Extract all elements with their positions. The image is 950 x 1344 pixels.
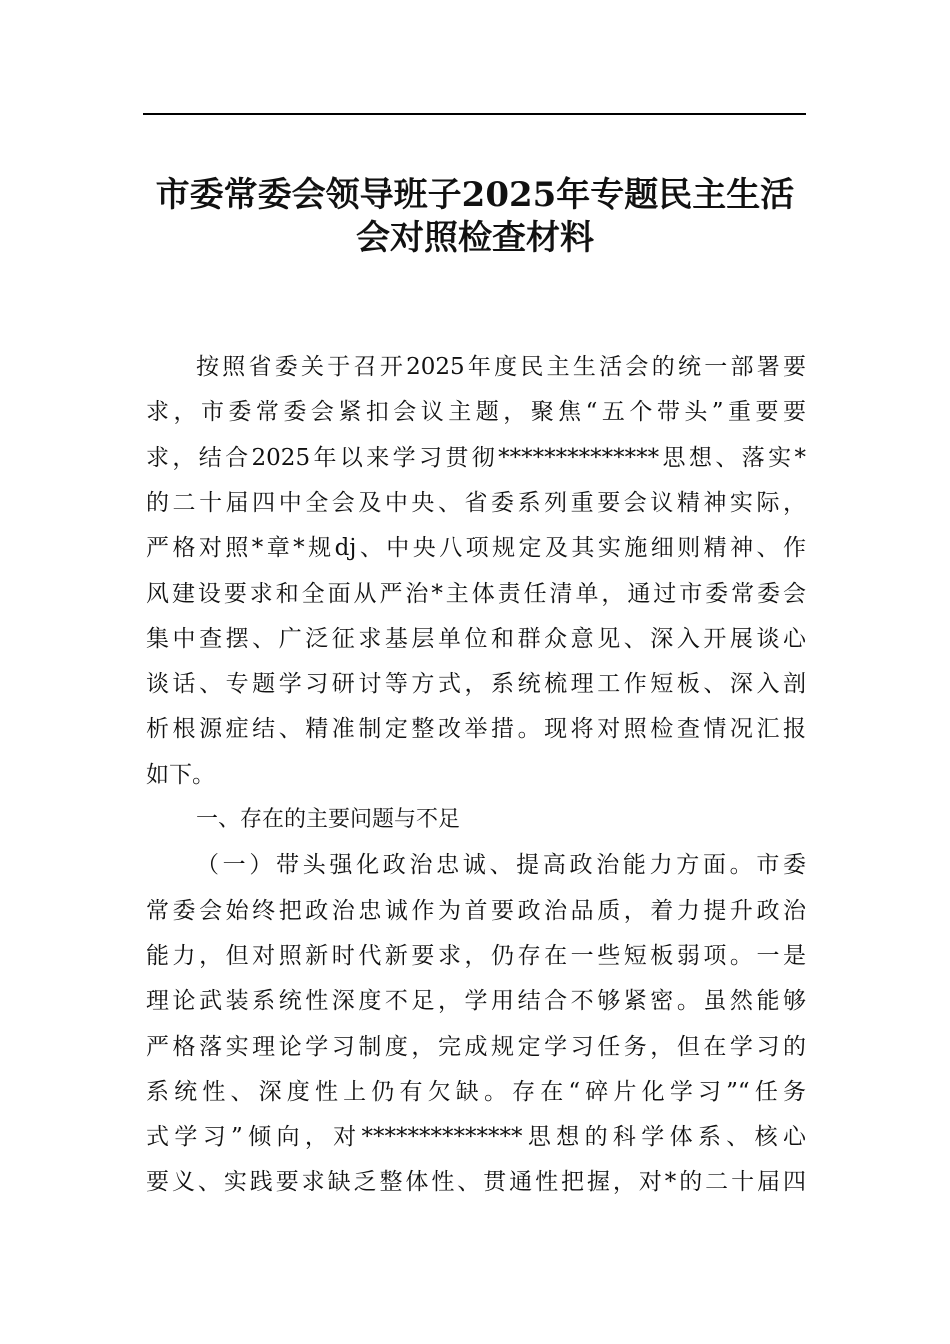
paragraph-line: （一）带头强化政治忠诚、提高政治能力方面。市委 [196,852,806,879]
paragraph-line: 理论武装系统性深度不足，学用结合不够紧密。虽然能够 [146,988,806,1015]
paragraph-line: 如下。 [146,761,215,788]
paragraph-line: 要义、实践要求缺乏整体性、贯通性把握，对*的二十届四 [146,1169,806,1196]
paragraph-line: 系统性、深度性上仍有欠缺。存在“碎片化学习”“任务 [146,1078,806,1105]
paragraph-line: 谈话、专题学习研讨等方式，系统梳理工作短板、深入剖 [146,671,806,698]
paragraph-line: 求，市委常委会紧扣会议主题，聚焦“五个带头”重要要 [146,399,806,426]
paragraph-line: 析根源症结、精准制定整改举措。现将对照检查情况汇报 [146,716,806,743]
header-rule [143,113,806,115]
paragraph-line: 常委会始终把政治忠诚作为首要政治品质，着力提升政治 [146,897,806,924]
paragraph-line: 求，结合2025年以来学习贯彻**************思想、落实* [146,444,806,471]
paragraph-line: 严格对照*章*规dj、中央八项规定及其实施细则精神、作 [146,535,806,562]
paragraph-line: 的二十届四中全会及中央、省委系列重要会议精神实际， [146,489,806,516]
document-title-line-2: 会对照检查材料 [356,218,594,258]
paragraph-line: 按照省委关于召开2025年度民主生活会的统一部署要 [196,354,806,380]
paragraph-line: 能力，但对照新时代新要求，仍存在一些短板弱项。一是 [146,942,806,969]
section-heading: 一、存在的主要问题与不足 [196,807,461,832]
paragraph-line: 集中查摆、广泛征求基层单位和群众意见、深入开展谈心 [146,625,806,652]
paragraph-line: 严格落实理论学习制度，完成规定学习任务，但在学习的 [146,1033,806,1060]
paragraph-line: 风建设要求和全面从严治*主体责任清单，通过市委常委会 [146,580,806,607]
paragraph-line: 式学习”倾向，对**************思想的科学体系、核心 [146,1124,806,1151]
document-title-line-1: 市委常委会领导班子2025年专题民主生活 [155,175,795,215]
